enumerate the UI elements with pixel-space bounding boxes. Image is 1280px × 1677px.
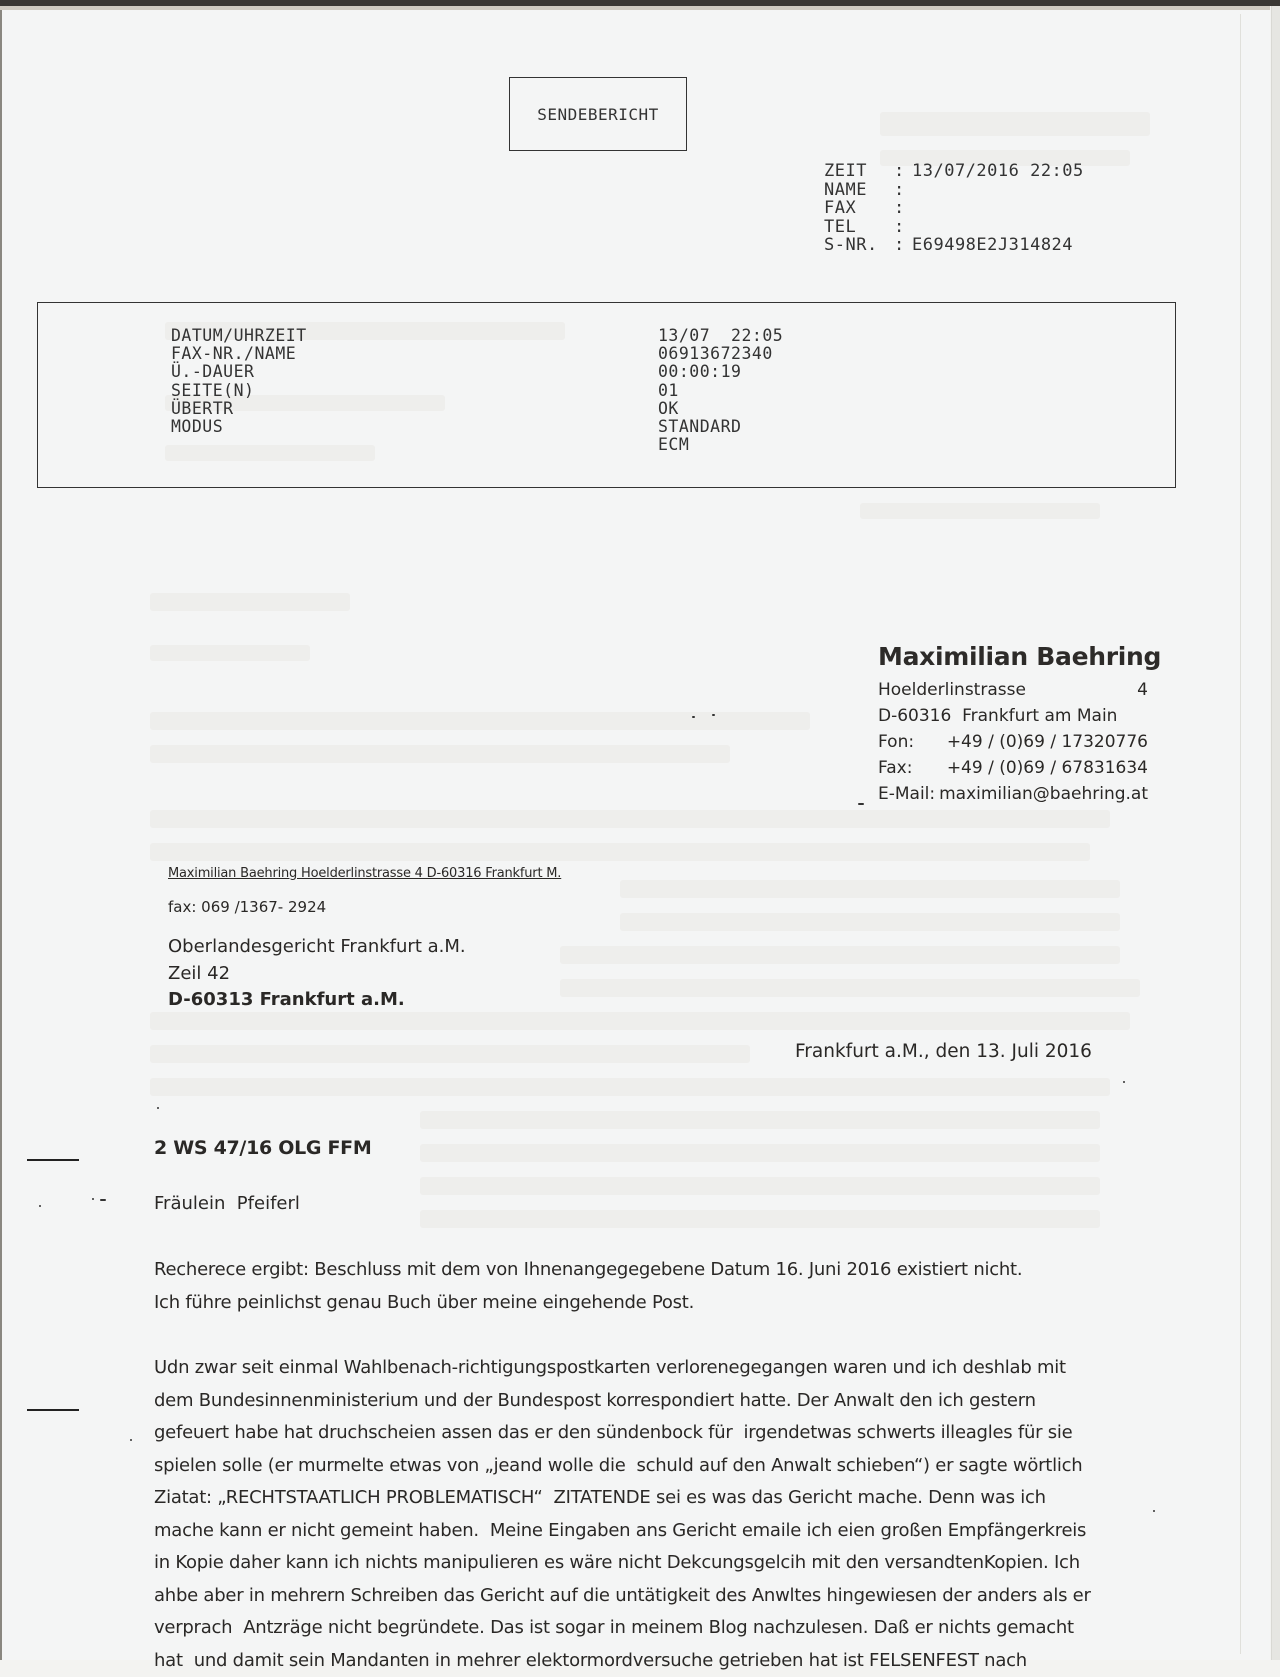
recipient-street: Zeil 42 [168, 961, 466, 988]
sender-city: D-60316 Frankfurt am Main [878, 703, 1117, 729]
recipient-address [168, 934, 466, 1014]
header-separator: : [894, 181, 912, 200]
transmission-labels [171, 327, 307, 436]
sender-fax: +49 / (0)69 / 67831634 [947, 755, 1148, 781]
label-pages: SEITE(N) [171, 382, 307, 400]
recipient-fax: fax: 069 /1367- 2924 [168, 898, 326, 916]
body-paragraph-2 [154, 1352, 1091, 1677]
label-result: ÜBERTR [171, 400, 307, 418]
header-label-name: NAME [824, 181, 894, 200]
report-header-fields [824, 162, 1084, 255]
header-value-name [912, 181, 1084, 200]
header-separator: : [894, 236, 912, 255]
scan-speck [858, 803, 864, 805]
value-date-time: 13/07 22:05 [658, 327, 783, 345]
sender-phone: +49 / (0)69 / 17320776 [947, 729, 1148, 755]
sender-street-line [878, 677, 1148, 703]
scan-speck [712, 714, 715, 716]
header-label-time: ZEIT [824, 162, 894, 181]
sender-house-number: 4 [1137, 677, 1148, 703]
scan-speck [100, 1199, 106, 1201]
header-separator: : [894, 199, 912, 218]
header-value-time: 13/07/2016 22:05 [912, 162, 1084, 181]
scan-page-fold [1240, 14, 1241, 1654]
scan-top-edge-inner [0, 6, 1270, 10]
sender-letterhead [878, 642, 1148, 807]
sender-name: Maximilian Baehring [878, 642, 1148, 671]
scan-speck [692, 716, 695, 718]
report-title-box [509, 77, 687, 151]
scan-speck [1123, 1081, 1125, 1083]
punch-mark [27, 1409, 79, 1411]
label-fax-number: FAX-NR./NAME [171, 345, 307, 363]
header-value-serial: E69498E2J314824 [912, 236, 1084, 255]
paragraph-line: gefeuert habe hat druchscheien assen das er den sündenbock für irgendetwas schwerts illeagles für sie [154, 1417, 1091, 1450]
header-value-fax [912, 199, 1084, 218]
scan-speck [39, 1205, 41, 1207]
header-label-fax: FAX [824, 199, 894, 218]
value-result: OK [658, 400, 783, 418]
value-mode: STANDARD [658, 418, 783, 436]
paragraph-line: Ich führe peinlichst genau Buch über meine eingehende Post. [154, 1287, 1022, 1320]
transmission-values [658, 327, 783, 454]
body-paragraph-1 [154, 1254, 1022, 1319]
paragraph-line: hat und damit sein Mandanten in mehrer elektormordversuche getrieben hat ist FELSENFEST nach [154, 1645, 1091, 1677]
sender-email: maximilian@baehring.at [939, 781, 1148, 807]
report-title: SENDEBERICHT [537, 105, 659, 124]
header-value-tel [912, 218, 1084, 237]
value-pages: 01 [658, 382, 783, 400]
label-date-time: DATUM/UHRZEIT [171, 327, 307, 345]
phone-label: Fon: [878, 729, 947, 755]
paragraph-line: spielen solle (er murmelte etwas von „jeand wolle die schuld auf den Anwalt schieben“) er sagte wörtlich [154, 1450, 1091, 1483]
scan-speck [130, 1439, 132, 1441]
paragraph-line: ahbe aber in mehrern Schreiben das Gericht auf die untätigkeit des Anwltes hingewiesen der anders als er [154, 1580, 1091, 1613]
label-duration: Ü.-DAUER [171, 363, 307, 381]
paragraph-line: Udn zwar seit einmal Wahlbenach-richtigungspostkarten verlorenegegangen waren und ich deshlab mit [154, 1352, 1091, 1385]
letter-date: Frankfurt a.M., den 13. Juli 2016 [795, 1041, 1092, 1062]
sender-email-row [878, 781, 1148, 807]
return-address: Maximilian Baehring Hoelderlinstrasse 4 D-60316 Frankfurt M. [168, 866, 561, 881]
transmission-details-box [37, 302, 1176, 488]
case-reference: 2 WS 47/16 OLG FFM [154, 1137, 371, 1159]
email-label: E-Mail: [878, 781, 939, 807]
header-label-tel: TEL [824, 218, 894, 237]
label-mode: MODUS [171, 418, 307, 436]
sender-phone-row [878, 729, 1148, 755]
recipient-city: D-60313 Frankfurt a.M. [168, 987, 466, 1014]
paragraph-line: Ziatat: „RECHTSTAATLICH PROBLEMATISCH“ ZITATENDE sei es was das Gericht mache. Denn was ich [154, 1482, 1091, 1515]
fax-label: Fax: [878, 755, 947, 781]
value-fax-number: 06913672340 [658, 345, 783, 363]
paragraph-line: verprach Antzräge nicht begründete. Das ist sogar in meinem Blog nachzulesen. Daß er nichts gemacht [154, 1612, 1091, 1645]
scan-speck [92, 1198, 94, 1200]
scan-speck [1153, 1510, 1155, 1512]
sender-street: Hoelderlinstrasse [878, 677, 1026, 703]
recipient-name: Oberlandesgericht Frankfurt a.M. [168, 934, 466, 961]
sender-fax-row [878, 755, 1148, 781]
paragraph-line: Recherece ergibt: Beschluss mit dem von Ihnenangegegebene Datum 16. Juni 2016 existiert nicht. [154, 1254, 1022, 1287]
scan-right-edge [1271, 6, 1280, 1660]
header-separator: : [894, 218, 912, 237]
fold-mark [27, 1159, 79, 1161]
sender-city-line [878, 703, 1148, 729]
header-separator: : [894, 162, 912, 181]
paragraph-line: mache kann er nicht gemeint haben. Meine Eingaben ans Gericht emaile ich eien großen Empfängerkreis [154, 1515, 1091, 1548]
paragraph-line: dem Bundesinnenministerium und der Bundespost korrespondiert hatte. Der Anwalt den ich gestern [154, 1385, 1091, 1418]
salutation: Fräulein Pfeiferl [154, 1193, 300, 1214]
value-ecm: ECM [658, 436, 783, 454]
value-duration: 00:00:19 [658, 363, 783, 381]
paragraph-line: in Kopie daher kann ich nichts manipulieren es wäre nicht Dekcungsgelcih mit den versandtenKopien. Ich [154, 1547, 1091, 1580]
header-label-serial: S-NR. [824, 236, 894, 255]
scan-speck [157, 1107, 159, 1109]
